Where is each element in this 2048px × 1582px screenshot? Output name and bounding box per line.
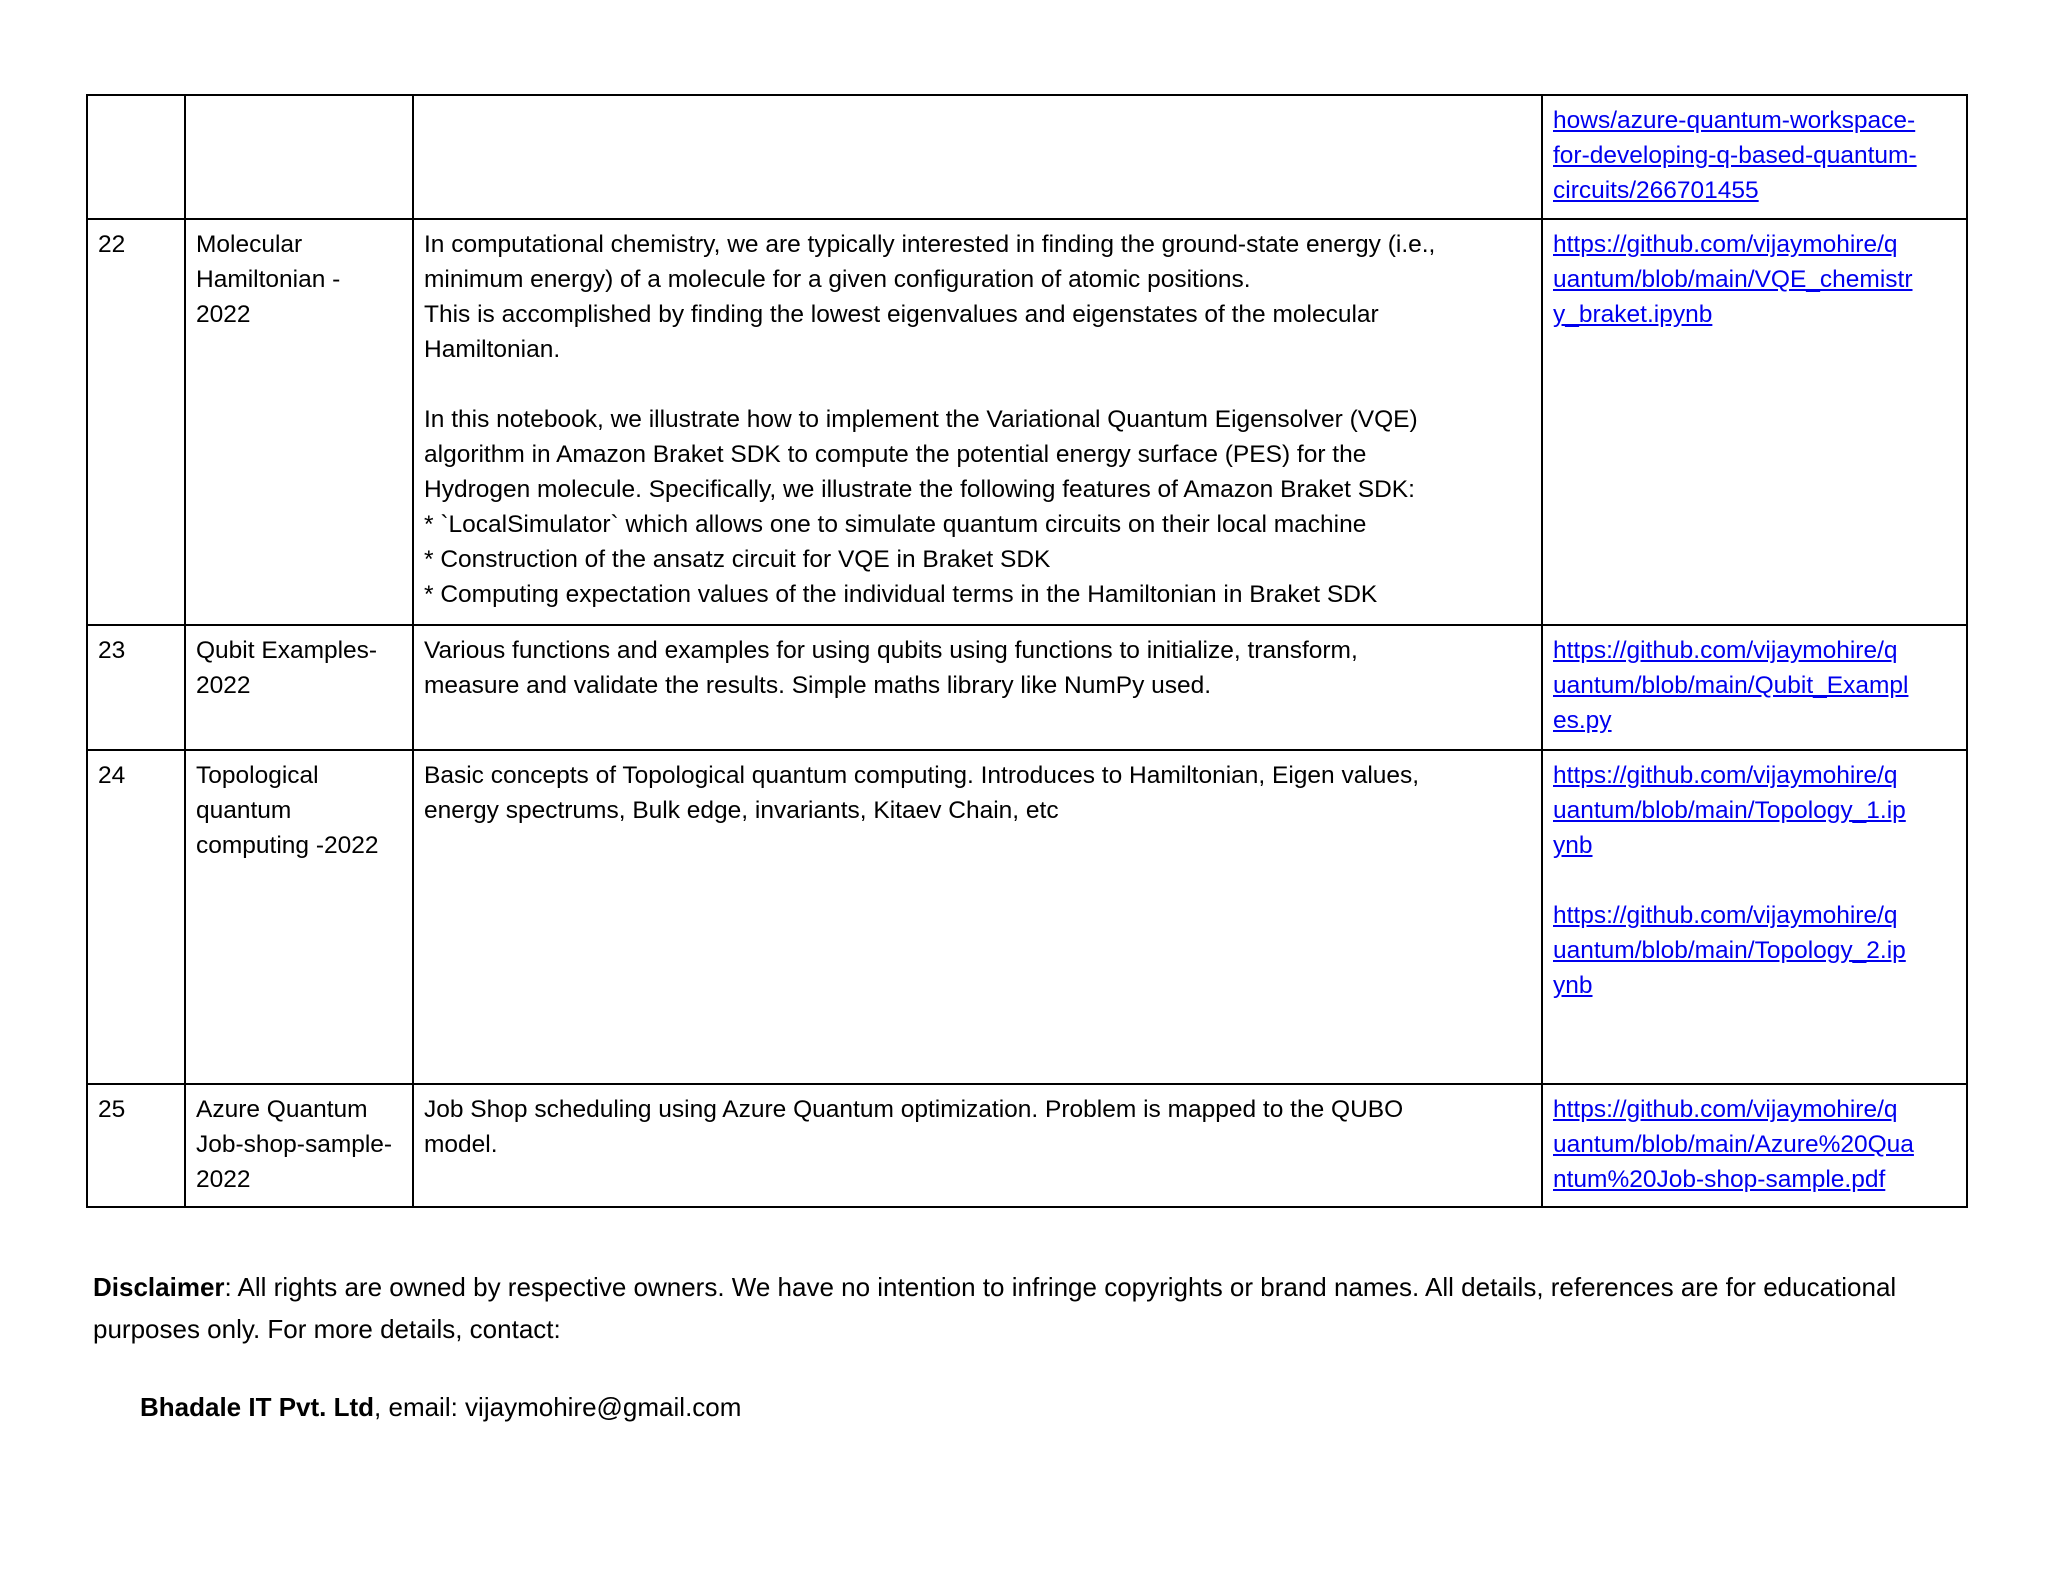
row-description-line: Various functions and examples for using qubits using functions to initialize, transform, [424, 637, 1358, 664]
row-description-line: energy spectrums, Bulk edge, invariants, Kitaev Chain, etc [424, 797, 1059, 824]
row-description-line: algorithm in Amazon Braket SDK to compute the potential energy surface (PES) for the [424, 441, 1367, 468]
link-text-line[interactable]: es.py [1553, 707, 1612, 734]
link-text-line[interactable]: for-developing-q-based-quantum- [1553, 142, 1917, 169]
row-title-cell [185, 95, 413, 219]
row-description-line: In this notebook, we illustrate how to implement the Variational Quantum Eigensolver (VQE) [424, 406, 1418, 433]
row-number-cell [87, 219, 185, 625]
link-text-line[interactable]: y_braket.ipynb [1553, 301, 1713, 328]
table-row [87, 1084, 1967, 1207]
disclaimer-paragraph [93, 1266, 1973, 1350]
row-description-line: Basic concepts of Topological quantum computing. Introduces to Hamiltonian, Eigen values, [424, 762, 1420, 789]
link-text-line[interactable]: uantum/blob/main/Topology_1.ip [1553, 797, 1906, 824]
row-number: 23 [98, 637, 126, 664]
link-text-line[interactable]: https://github.com/vijaymohire/q [1553, 637, 1898, 664]
row-title-line: Hamiltonian - [196, 266, 341, 293]
row-description-line: * Construction of the ansatz circuit for VQE in Braket SDK [424, 546, 1051, 573]
link-text-line[interactable]: circuits/266701455 [1553, 177, 1759, 204]
row-description-line: model. [424, 1131, 498, 1158]
link-text-line[interactable]: ynb [1553, 972, 1593, 999]
github-link[interactable] [1553, 1092, 1956, 1197]
row-link-cell [1542, 1084, 1967, 1207]
link-text-line[interactable]: ynb [1553, 832, 1593, 859]
github-link[interactable] [1553, 758, 1956, 863]
row-title-line: Molecular [196, 231, 303, 258]
row-description-line: Hamiltonian. [424, 336, 561, 363]
row-title-cell [185, 750, 413, 1084]
link-text-line[interactable]: uantum/blob/main/VQE_chemistr [1553, 266, 1913, 293]
row-title-line: 2022 [196, 1166, 251, 1193]
row-title-cell [185, 625, 413, 750]
row-description-line: measure and validate the results. Simple maths library like NumPy used. [424, 672, 1212, 699]
row-number-cell [87, 95, 185, 219]
row-number: 25 [98, 1096, 126, 1123]
row-description-cell [413, 95, 1542, 219]
row-description-cell [413, 750, 1542, 1084]
row-description-line: In computational chemistry, we are typically interested in finding the ground-state energy (i.e., [424, 231, 1436, 258]
row-title-cell [185, 219, 413, 625]
row-title-line: Qubit Examples- [196, 637, 378, 664]
github-link[interactable] [1553, 633, 1956, 738]
link-text-line[interactable]: uantum/blob/main/Qubit_Exampl [1553, 672, 1909, 699]
row-title-line: Job-shop-sample- [196, 1131, 393, 1158]
projects-table-body [87, 95, 1967, 1207]
table-row [87, 95, 1967, 219]
row-title-line: Azure Quantum [196, 1096, 368, 1123]
link-text-line[interactable]: https://github.com/vijaymohire/q [1553, 231, 1898, 258]
github-link[interactable] [1553, 898, 1956, 1003]
row-description-cell [413, 625, 1542, 750]
row-number: 22 [98, 231, 126, 258]
link-text-line[interactable]: uantum/blob/main/Topology_2.ip [1553, 937, 1906, 964]
row-link-cell [1542, 219, 1967, 625]
row-description-cell [413, 1084, 1542, 1207]
row-title-line: 2022 [196, 672, 251, 699]
github-link[interactable] [1553, 103, 1956, 208]
link-text-line[interactable]: hows/azure-quantum-workspace- [1553, 107, 1916, 134]
row-title-line: Topological [196, 762, 319, 789]
row-description-line: * `LocalSimulator` which allows one to simulate quantum circuits on their local machine [424, 511, 1367, 538]
row-description-line: * Computing expectation values of the individual terms in the Hamiltonian in Braket SDK [424, 581, 1378, 608]
table-row [87, 219, 1967, 625]
link-text-line[interactable]: https://github.com/vijaymohire/q [1553, 902, 1898, 929]
row-number: 24 [98, 762, 126, 789]
contact-email-text: , email: vijaymohire@gmail.com [374, 1392, 742, 1422]
row-number-cell [87, 750, 185, 1084]
link-text-line[interactable]: https://github.com/vijaymohire/q [1553, 1096, 1898, 1123]
link-text-line[interactable]: uantum/blob/main/Azure%20Qua [1553, 1131, 1914, 1158]
row-description-line: minimum energy) of a molecule for a given configuration of atomic positions. [424, 266, 1251, 293]
row-title-line: computing -2022 [196, 832, 379, 859]
link-text-line[interactable]: https://github.com/vijaymohire/q [1553, 762, 1898, 789]
row-description-line: Job Shop scheduling using Azure Quantum optimization. Problem is mapped to the QUBO [424, 1096, 1404, 1123]
row-number-cell [87, 625, 185, 750]
paragraph-spacer [424, 367, 1531, 402]
row-title-line: quantum [196, 797, 292, 824]
disclaimer-label: Disclaimer [93, 1272, 225, 1302]
row-link-cell [1542, 625, 1967, 750]
contact-line [140, 1386, 741, 1428]
disclaimer-text: : All rights are owned by respective owners. We have no intention to infringe copyrights or brand names. All details, references are for educational purposes only. For more details, contact: [93, 1272, 1897, 1344]
row-link-cell [1542, 750, 1967, 1084]
row-number-cell [87, 1084, 185, 1207]
row-title-cell [185, 1084, 413, 1207]
projects-table [86, 94, 1968, 1208]
table-row [87, 750, 1967, 1084]
table-row [87, 625, 1967, 750]
row-description-cell [413, 219, 1542, 625]
github-link[interactable] [1553, 227, 1956, 332]
row-link-cell [1542, 95, 1967, 219]
link-spacer [1553, 863, 1956, 898]
row-description-line: This is accomplished by finding the lowest eigenvalues and eigenstates of the molecular [424, 301, 1379, 328]
row-description-line: Hydrogen molecule. Specifically, we illustrate the following features of Amazon Braket SDK: [424, 476, 1415, 503]
link-text-line[interactable]: ntum%20Job-shop-sample.pdf [1553, 1166, 1886, 1193]
company-name: Bhadale IT Pvt. Ltd [140, 1392, 375, 1422]
row-title-line: 2022 [196, 301, 251, 328]
